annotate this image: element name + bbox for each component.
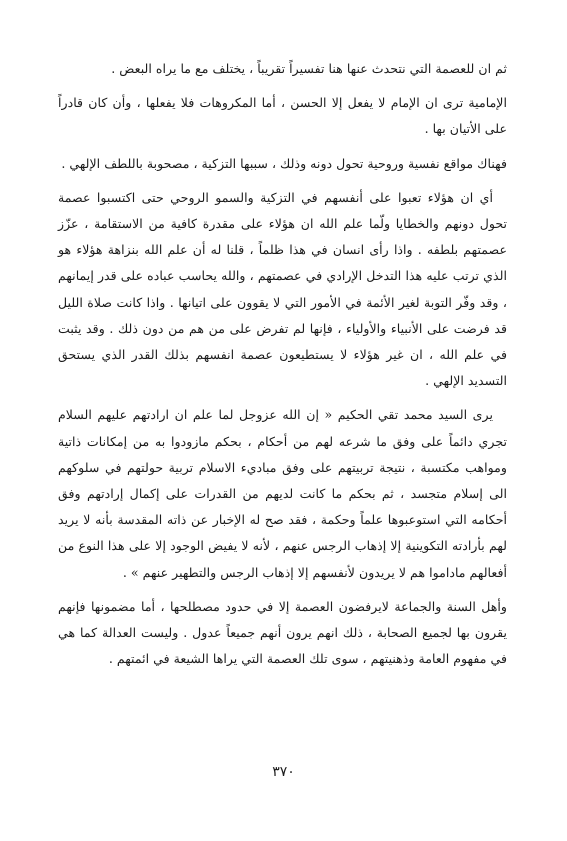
page-number: ٣٧٠ <box>272 764 295 780</box>
paragraph-1: ثم ان للعصمة التي نتحدث عنها هنا تفسيراً تقريباً ، يختلف مع ما يراه البعض . <box>111 61 507 76</box>
paragraph-2: الإمامية ترى ان الإمام لا يفعل إلا الحسن ، أما المكروهات فلا يفعلها ، وأن كان قادراً على الأتيان بها . <box>58 95 507 137</box>
paragraph-5: يرى السيد محمد تقي الحكيم « إن الله عزوجل لما علم ان ارادتهم عليهم السلام تجري دائماً على وفق ما شرعه لهم من أحكام ، بحكم مازودوا به من إمكانات ذاتية ومواهب مكتسبة ، نتيجة تربيتهم على وفق مباديء الاسلام تربية حولتهم في سلوكهم الى إسلام متجسد ، ثم بحكم ما كانت لديهم من القدرات على إكمال إرادتهم وفق أحكامه التي استوعبوها علماً وحكمة ، فقد صح له الإخبار عن ذاته المقدسة بأنه لا يريد لهم بأرادته التكوينية إلا إذهاب الرجس عنهم ، لأنه لا يفيض الوجود إلا على هذا النوع من أفعالهم ماداموا هم لا يريدون لأنفسهم إلا إذهاب الرجس والتطهير عنهم » . <box>58 407 507 580</box>
paragraph-6: وأهل السنة والجماعة لايرفضون العصمة إلا في حدود مصطلحها ، أما مضمونها فإنهم يقرون بها لجميع الصحابة ، ذلك انهم يرون أنهم جميعاً عدول . وليست العدالة كما هي في مفهوم العامة وذهنيتهم ، سوى تلك العصمة التي يراها الشيعة في ائمتهم . <box>58 598 507 667</box>
paragraph-3: فهناك مواقع نفسية وروحية تحول دونه وذلك ، سببها التزكية ، مصحوبة باللطف الإلهي . <box>61 155 507 171</box>
paragraph-4: أي ان هؤلاء تعبوا على أنفسهم في التزكية والسمو الروحي حتى اكتسبوا عصمة تحول دونهم والخطايا ولّما علم الله ان هؤلاء على مقدرة كافية من الاستقامة ، عزّز عصمتهم بلطفه . واذا رأى انسان في هذا ظلماً ، قلنا له أن علم الله بنزاهة هؤلاء هو الذي ترتب عليه هذا التدخل الإرادي في عصمتهم ، والله يحاسب عباده على قدر إيمانهم ، وقد وفّر التوبة لغير الأئمة في الأمور التي لا يقوون على اتيانها . واذا كانت صلاة الليل قد فرضت على الأنبياء والأولياء ، فإنها لم تفرض على من هم من دون ذلك . وقد يثبت في علم الله ، ان غير هؤلاء لا يستطيعون عصمة انفسهم بذلك القدر الذي يستحق التسديد الإلهي . <box>58 189 508 389</box>
